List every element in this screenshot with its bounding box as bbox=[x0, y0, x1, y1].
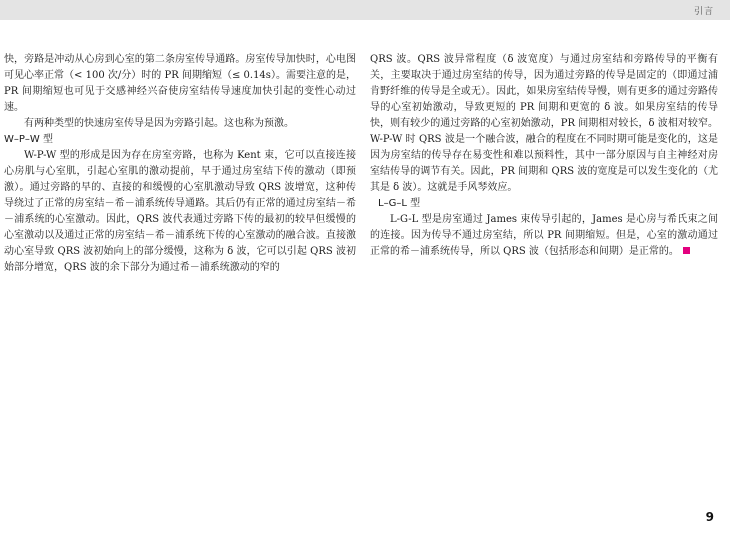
heading-lgl: L–G–L 型 bbox=[378, 198, 421, 209]
section-label: 引言 bbox=[693, 7, 714, 17]
left-paragraph-3: W-P-W 型的形成是因为存在房室旁路，也称为 Kent 束，它可以直接连接心房肌与心室肌，引起心室肌的激动提前，早于通过房室结下传的激动（即预激）。通过旁路的早的、直接的和缓慢的心室肌激动导致 QRS 波增宽，这种传导绕过了正常的房室结－希－浦系统传导通路。其后仍有正常的通过房室结－希－浦系统的心室激动。因此，QRS 波代表通过旁路下传的最初的较早但缓慢的心室激动以及通过正常的房室结－希－浦系统下传的心室激动的融合波。直接激动心室导致 QRS 波初始向上的部分缓慢，这称为 δ 波，它可以引起 QRS 波初始部分增宽，QRS 波的余下部分为通过希－浦系统激动的窄的 bbox=[4, 150, 356, 273]
left-paragraph-2: 有两种类型的快速房室传导是因为旁路引起。这也称为预激。 bbox=[24, 118, 294, 129]
page-number: 9 bbox=[705, 510, 714, 524]
right-column bbox=[370, 52, 718, 260]
header-bar bbox=[0, 0, 730, 20]
right-paragraph-2 bbox=[370, 212, 718, 260]
end-of-article-mark bbox=[683, 247, 690, 254]
right-paragraph-1: QRS 波。QRS 波异常程度（δ 波宽度）与通过房室结和旁路传导的平衡有关，主要取决于通过房室结的传导，因为通过旁路的传导是固定的（即通过浦肯野纤维的传导是全或无）。因此，如果房室结传导慢，则有更多的通过旁路传导的心室初始激动，导致更短的 PR 间期和更宽的 δ 波。如果房室结的传导快，则有较少的通过旁路的心室初始激动，PR 间期相对较长，δ 波相对较窄。W-P-W 时 QRS 波是一个融合波，融合的程度在不同时期可能是变化的，这是因为房室结的传导存在易变性和难以预料性，其中一部分原因与自主神经对房室结传导的调节有关。因此，PR 间期和 QRS 波的宽度是可以发生变化的（尤其是 δ 波）。这就是手风琴效应。 bbox=[370, 54, 718, 193]
left-column bbox=[4, 52, 356, 276]
right-paragraph-2-text: L-G-L 型是房室通过 James 束传导引起的，James 是心房与希氏束之间的连接。因为传导不通过房室结，所以 PR 间期缩短。但是，心室的激动通过正常的希－浦系统传导，所以 QRS 波（包括形态和间期）是正常的。 bbox=[370, 214, 718, 257]
heading-wpw: W–P–W 型 bbox=[4, 134, 53, 145]
left-paragraph-1: 快，旁路是冲动从心房到心室的第二条房室传导通路。房室传导加快时，心电图可见心率正常（< 100 次/分）时的 PR 间期缩短（≤ 0.14s）。需要注意的是，PR 间期缩短也可见于交感神经兴奋使房室结传导速度加快引起的变性心动过速。 bbox=[4, 54, 356, 113]
